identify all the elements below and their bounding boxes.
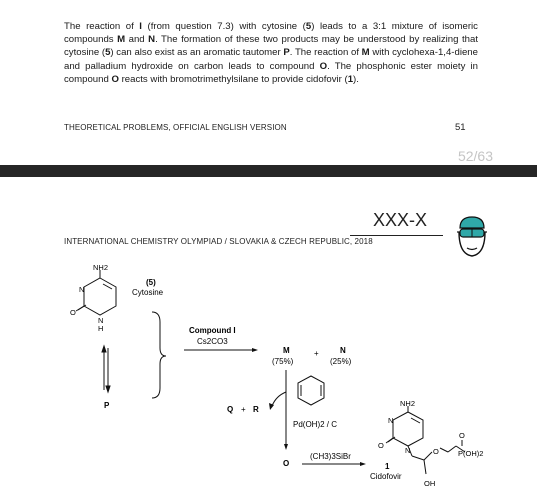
o-label: O [70, 308, 76, 317]
compound-r: R [253, 405, 259, 414]
h-label: H [98, 324, 104, 333]
text-run: . The reaction of [289, 47, 362, 59]
pdf-page-51 [0, 0, 537, 164]
n-yield: (25%) [330, 357, 352, 366]
plus-q-r: + [241, 405, 246, 414]
reaction-scheme [0, 260, 537, 500]
text-run: ) can also exist as an aromatic tautomer [110, 47, 284, 59]
phosphoryl-o: O [459, 431, 465, 440]
hydroxyl-label: OH [424, 479, 436, 488]
chemist-avatar-icon [451, 214, 493, 260]
cidofovir-o: O [378, 441, 384, 450]
nh2-label: NH2 [93, 263, 109, 272]
text-run: and [125, 34, 149, 45]
cidofovir-n1: N [405, 446, 411, 455]
problem-paragraph [64, 20, 478, 87]
phosphonic-acid: P(OH)2 [458, 449, 484, 458]
cyclohexadiene-structure [298, 376, 324, 405]
text-run: ) leads to a 3:1 mixture of isomeric compounds [64, 20, 478, 45]
bold-run: 5 [105, 47, 111, 59]
student-code: XXX-X [373, 210, 428, 230]
plus-sign: + [314, 349, 319, 358]
page-counter: 52/63 [457, 148, 493, 164]
compound-n: N [340, 346, 346, 355]
text-run: . The phosphonic ester moiety in compound [64, 60, 478, 86]
m-yield: (75%) [272, 357, 294, 366]
text-run: with cyclohexa-1,4-diene and palladium hydroxide on carbon leads to compound [64, 47, 478, 72]
bold-run: O [319, 60, 328, 72]
cpd5-number: (5) [146, 278, 156, 287]
page-footer-number: 51 [455, 122, 466, 133]
reagent-pd: Pd(OH)2 / C [293, 420, 338, 429]
bold-run: M [361, 47, 370, 59]
code-underline [350, 235, 443, 236]
bold-run: I [139, 20, 142, 32]
bold-run: P [283, 47, 290, 59]
bold-run: M [117, 34, 126, 45]
text-run: (from question 7.3) with cytosine ( [141, 20, 306, 32]
brace [152, 312, 166, 398]
page-footer-title: THEORETICAL PROBLEMS, OFFICIAL ENGLISH VERSION [64, 123, 287, 132]
text-run: ). [353, 74, 359, 86]
bold-run: O [111, 74, 119, 86]
bold-run: 1 [347, 74, 354, 86]
bold-run: 5 [305, 20, 312, 32]
page-header: INTERNATIONAL CHEMISTRY OLYMPIAD / SLOVAKIA & CZECH REPUBLIC, 2018 [64, 237, 373, 246]
cidofovir-nh2: NH2 [400, 399, 416, 408]
text-run: . The formation of these two products may be understood by realizing that cytosine ( [64, 34, 478, 59]
text-run: The reaction of [64, 20, 140, 32]
cpd1-number: 1 [385, 462, 390, 471]
compound-m: M [283, 346, 290, 355]
compound-q: Q [227, 405, 234, 414]
bold-run: N [148, 34, 156, 45]
cpd1-name: Cidofovir [370, 472, 402, 481]
reagent-cs2co3: Cs2CO3 [197, 337, 228, 346]
reagent-compound-i: Compound I [189, 326, 236, 335]
reagent-tmsbr: (CH3)3SiBr [310, 452, 351, 461]
n-label: N [79, 285, 85, 294]
page-separator [0, 165, 537, 177]
cpd5-name: Cytosine [132, 288, 164, 297]
compound-p: P [104, 401, 110, 410]
compound-o: O [283, 459, 290, 468]
cidofovir-structure [386, 406, 465, 474]
cidofovir-n3: N [388, 416, 394, 425]
text-run: reacts with bromotrimethylsilane to provide cidofovir ( [118, 74, 348, 86]
nh-label: N [98, 316, 104, 325]
equilibrium-arrows [102, 346, 110, 392]
ether-o: O [433, 447, 439, 456]
